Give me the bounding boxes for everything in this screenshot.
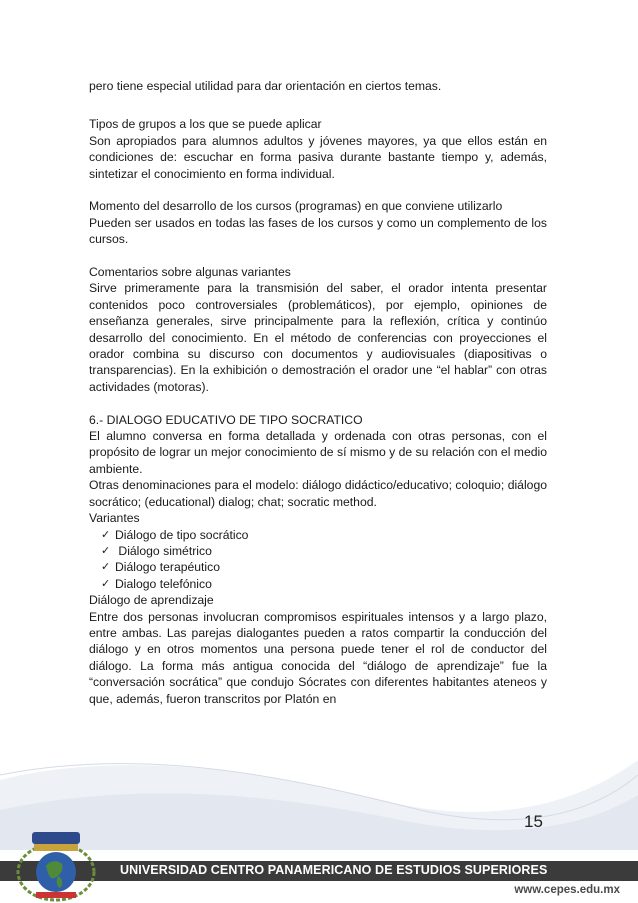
check-icon: ✓	[101, 528, 111, 541]
paragraph: Entre dos personas involucran compromisos espirituales intensos y a largo plazo, entre ambas. Las parejas dialogantes pueden a ratos compartir la conducción del diálogo y en otros momentos una persona puede tener el rol de conductor del diálogo. La forma más antigua conocida del “diálogo de aprendizaje” fue la “conversación socrática” que condujo Sócrates con diferentes habitantes ateneos y que, además, fueron transcritos por Platón en	[89, 609, 547, 706]
paragraph: El alumno conversa en forma detallada y ordenada con otras personas, con el propósito de lograr un mejor conocimiento de sí mismo y de su relación con el medio ambiente.	[89, 429, 547, 476]
section-heading: Tipos de grupos a los que se puede aplicar	[89, 117, 322, 132]
list-item: ✓ Diálogo de tipo socrático	[101, 527, 249, 542]
document-body	[89, 78, 547, 707]
list-item: ✓ Diálogo simétrico	[101, 543, 212, 558]
variants-heading: Variantes	[89, 511, 140, 526]
chapter-heading: 6.- DIALOGO EDUCATIVO DE TIPO SOCRATICO	[89, 412, 363, 427]
paragraph: Pueden ser usados en todas las fases de los cursos y como un complemento de los cursos.	[89, 215, 547, 247]
check-icon: ✓	[101, 577, 111, 590]
list-item: ✓ Diálogo terapéutico	[101, 560, 221, 575]
page-number: 15	[524, 812, 543, 831]
university-logo	[6, 826, 106, 902]
section-heading: Comentarios sobre algunas variantes	[89, 265, 291, 280]
list-item: ✓ Dialogo telefónico	[101, 576, 212, 591]
paragraph: Son apropiados para alumnos adultos y jóvenes mayores, ya que ellos están en condiciones de: escuchar en forma pasiva durante bastante tiempo y, además, sintetizar el conocimiento en forma individual.	[89, 133, 547, 181]
intro-paragraph: pero tiene especial utilidad para dar orientación en ciertos temas.	[89, 79, 442, 93]
section-heading: Diálogo de aprendizaje	[89, 593, 214, 608]
website-link[interactable]: www.cepes.edu.mx	[514, 884, 620, 896]
university-name: UNIVERSIDAD CENTRO PANAMERICANO DE ESTUDIOS SUPERIORES	[120, 863, 548, 877]
paragraph: Otras denominaciones para el modelo: diálogo didáctico/educativo; coloquio; diálogo socrático; (educational) dialog; chat; socratic method.	[89, 478, 547, 509]
paragraph: Sirve primeramente para la transmisión del saber, el orador intenta presentar contenidos poco controversiales (problemáticos), por ejemplo, opiniones de enseñanza generales, sirve principalmente para la reflexión, crítica y continúo desarrollo del conocimiento. En el método de conferencias con proyecciones el orador combina su discurso con documentos y audiovisuales (diapositivas o transparencias). En la exhibición o demostración el orador une “el hablar” con otras actividades (motoras).	[89, 281, 547, 394]
check-icon: ✓	[101, 561, 111, 574]
section-heading: Momento del desarrollo de los cursos (programas) en que conviene utilizarlo	[89, 199, 503, 214]
variants-list	[89, 527, 547, 593]
check-icon: ✓	[101, 544, 111, 557]
